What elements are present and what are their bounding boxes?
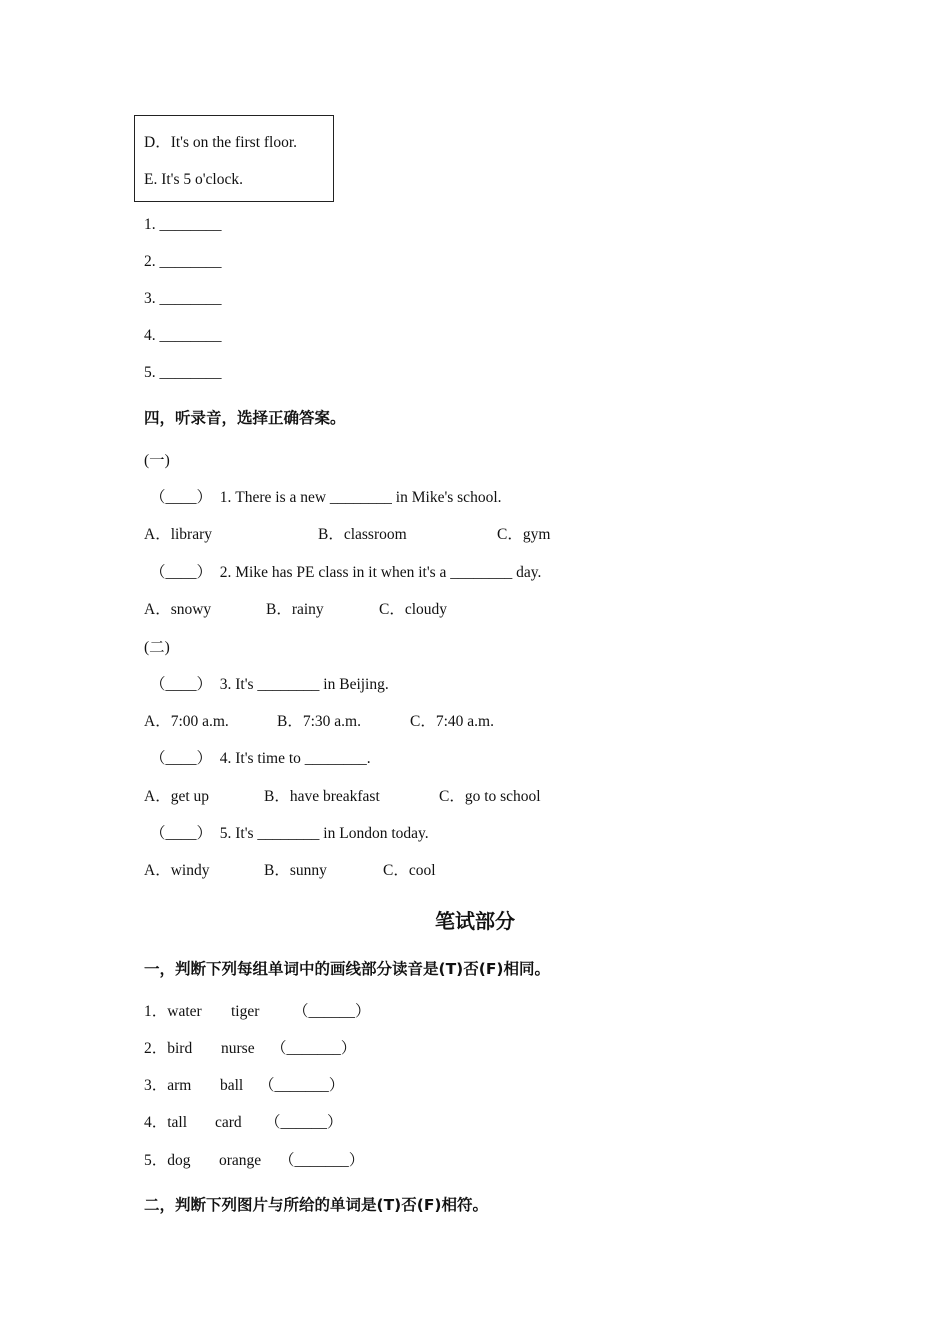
question-1-option-a: A．library [144,526,213,543]
word-pair-4-second: card [215,1114,242,1131]
question-1-stem: （____） 1. There is a new ________ in Mike's school. [150,489,502,506]
written-section1-title: 一，判断下列每组单词中的画线部分读音是(T)否(F)相同。 [144,960,550,978]
question-4-option-c: C．go to school [439,788,541,805]
word-pair-3-blank[interactable]: （_______） [259,1077,345,1094]
word-pair-5-first: 5．dog [144,1152,191,1169]
question-3-option-b: B．7:30 a.m. [277,713,361,730]
question-2-option-a: A．snowy [144,601,212,618]
word-pair-2-blank[interactable]: （_______） [271,1040,357,1057]
answer-blank-5[interactable]: 5. ________ [144,364,222,381]
word-pair-5-second: orange [219,1152,262,1169]
question-1-option-c: C．gym [497,526,551,543]
written-part-title: 笔试部分 [435,909,515,933]
question-4-stem: （____） 4. It's time to ________. [150,750,371,767]
word-pair-4-first: 4．tall [144,1114,188,1131]
question-2-stem: （____） 2. Mike has PE class in it when it's a ________ day. [150,564,542,581]
answer-blank-3[interactable]: 3. ________ [144,290,222,307]
word-pair-1-first: 1．water [144,1003,202,1020]
word-pair-2-first: 2．bird [144,1040,193,1057]
answer-blank-2[interactable]: 2. ________ [144,253,222,270]
word-pair-1-second: tiger [231,1003,260,1020]
option-d: D．It's on the first floor. [144,134,298,151]
question-2-option-b: B．rainy [266,601,324,618]
question-3-stem: （____） 3. It's ________ in Beijing. [150,676,389,693]
question-1-option-b: B．classroom [318,526,407,543]
word-pair-5-blank[interactable]: （_______） [279,1152,365,1169]
question-5-stem: （____） 5. It's ________ in London today. [150,825,429,842]
question-5-option-c: C．cool [383,862,436,879]
section4-title: 四，听录音，选择正确答案。 [144,409,346,427]
word-pair-2-second: nurse [221,1040,255,1057]
answer-blank-4[interactable]: 4. ________ [144,327,222,344]
part1-label: (一) [144,452,170,469]
written-section2-title: 二，判断下列图片与所给的单词是(T)否(F)相符。 [144,1196,488,1214]
part2-label: (二) [144,639,170,656]
word-pair-3-second: ball [220,1077,244,1094]
option-e: E. It's 5 o'clock. [144,171,243,188]
question-4-option-a: A．get up [144,788,210,805]
question-3-option-c: C．7:40 a.m. [410,713,494,730]
question-2-option-c: C．cloudy [379,601,448,618]
word-pair-1-blank[interactable]: （______） [293,1003,371,1020]
word-pair-4-blank[interactable]: （______） [265,1114,343,1131]
question-5-option-a: A．windy [144,862,210,879]
question-5-option-b: B．sunny [264,862,327,879]
answer-blank-1[interactable]: 1. ________ [144,216,222,233]
word-pair-3-first: 3．arm [144,1077,192,1094]
question-4-option-b: B．have breakfast [264,788,380,805]
question-3-option-a: A．7:00 a.m. [144,713,229,730]
options-box [134,115,334,202]
